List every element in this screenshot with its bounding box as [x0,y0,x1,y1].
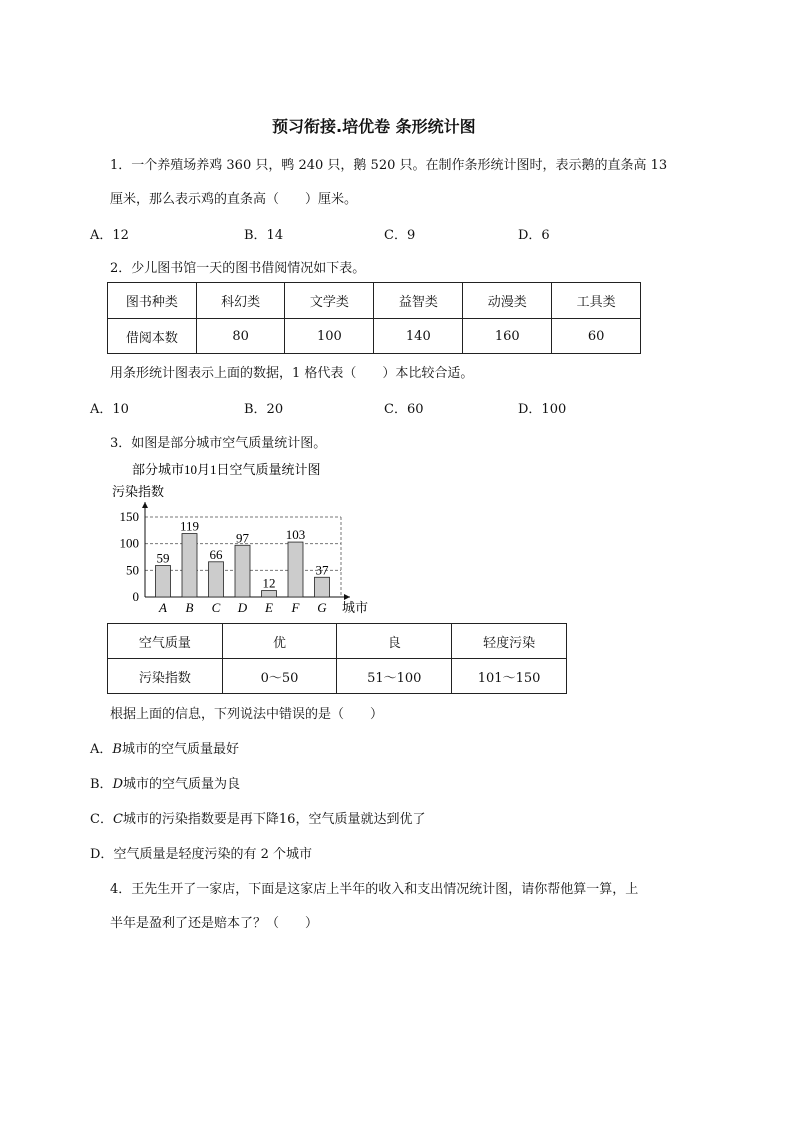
option-prefix: D． [90,847,114,862]
table-cell: 60 [552,319,641,354]
q3-stem: 3．如图是部分城市空气质量统计图。 [110,436,327,451]
q2-option-c[interactable]: C．60 [384,402,424,417]
table-header-cell: 文学类 [285,283,374,319]
q2-borrow-table [107,282,641,354]
q1-option-d[interactable]: D．6 [518,228,550,243]
table-header-cell: 动漫类 [463,283,552,319]
table-header-cell: 益智类 [374,283,463,319]
table-header-cell: 工具类 [552,283,641,319]
option-city-letter: B [112,742,122,757]
q2-stem: 2．少儿图书馆一天的图书借阅情况如下表。 [110,261,366,276]
table-cell: 160 [463,319,552,354]
page-title: 预习衔接.培优卷 条形统计图 [272,117,476,136]
bar-value-label: 103 [285,527,306,543]
bar-value-label: 37 [315,562,329,578]
q4-text-line2: 半年是盈利了还是赔本了？（ ） [110,916,319,931]
y-axis-label: 污染指数 [112,484,165,499]
x-tick-label: E [265,600,273,615]
y-tick-label: 50 [126,562,139,578]
y-tick-label: 100 [119,535,139,551]
q1-text-line2: 厘米，那么表示鸡的直条高（ ）厘米。 [110,192,358,207]
option-city-letter: C [112,812,123,827]
q4-text-line1: 4．王先生开了一家店，下面是这家店上半年的收入和支出情况统计图，请你帮他算一算，上 [110,882,639,897]
option-prefix: B． [90,777,113,792]
bar-value-label: 59 [156,550,170,566]
q3-after-text: 根据上面的信息，下列说法中错误的是（ ） [110,707,384,722]
table-cell: 51～100 [337,659,452,694]
option-city-letter: D [112,777,123,792]
y-axis-arrow [142,502,148,508]
table-cell: 污染指数 [108,659,223,694]
bar [288,542,303,597]
bar [315,577,330,597]
table-cell: 140 [374,319,463,354]
q3-quality-table [107,623,567,694]
bar [156,566,171,597]
bar-value-label: 66 [209,546,223,562]
table-header-cell: 优 [222,624,337,659]
table-cell: 0～50 [222,659,337,694]
table-header-cell: 轻度污染 [452,624,567,659]
table-header-cell: 图书种类 [108,283,197,319]
table-cell: 100 [285,319,374,354]
bar [262,591,277,597]
option-text: 城市的污染指数要是再下降16，空气质量就达到优了 [122,812,426,827]
bar [235,545,250,597]
q2-option-a[interactable]: A．10 [90,402,129,417]
option-prefix: C． [90,812,113,827]
q3-option-c[interactable] [90,808,425,827]
air-quality-bar-chart [108,456,378,616]
q2-option-b[interactable]: B．20 [244,402,284,417]
y-tick-label: 0 [132,589,139,604]
x-tick-label: G [317,600,327,615]
q3-option-d[interactable] [90,843,312,862]
q1-option-c[interactable]: C．9 [384,228,416,243]
table-cell: 101～150 [452,659,567,694]
bar-value-label: 119 [179,518,200,534]
x-tick-label: B [185,600,194,615]
bar-value-label: 12 [262,575,276,591]
q3-option-a[interactable] [90,738,239,757]
q1-text-line1: 1．一个养殖场养鸡 360 只，鸭 240 只，鹅 520 只。在制作条形统计图时，表示鹅的直条高 13 [110,158,668,173]
q3-option-b[interactable] [90,773,240,792]
table-cell: 80 [196,319,285,354]
option-prefix: A． [90,742,113,757]
q2-option-d[interactable]: D．100 [518,402,567,417]
table-header-cell: 良 [337,624,452,659]
bar-value-label: 97 [236,530,249,546]
table-header-cell: 空气质量 [108,624,223,659]
option-text: 城市的空气质量最好 [121,742,239,757]
chart-title: 部分城市10月1日空气质量统计图 [132,462,321,477]
bar [209,562,224,597]
y-tick-label: 150 [119,509,139,524]
x-tick-label: C [211,600,221,615]
x-tick-label: A [159,600,167,615]
q2-after-text: 用条形统计图表示上面的数据，1 格代表（ ）本比较合适。 [110,366,474,381]
option-text: 城市的空气质量为良 [123,777,241,792]
x-axis-label: 城市 [342,600,369,615]
table-header-cell: 科幻类 [196,283,285,319]
q1-option-b[interactable]: B．14 [244,228,284,243]
x-tick-label: D [237,600,248,615]
option-text: 空气质量是轻度污染的有 2 个城市 [113,847,312,862]
bar [182,534,197,597]
q1-option-a[interactable]: A．12 [90,228,129,243]
x-tick-label: F [291,600,300,615]
table-cell: 借阅本数 [108,319,197,354]
